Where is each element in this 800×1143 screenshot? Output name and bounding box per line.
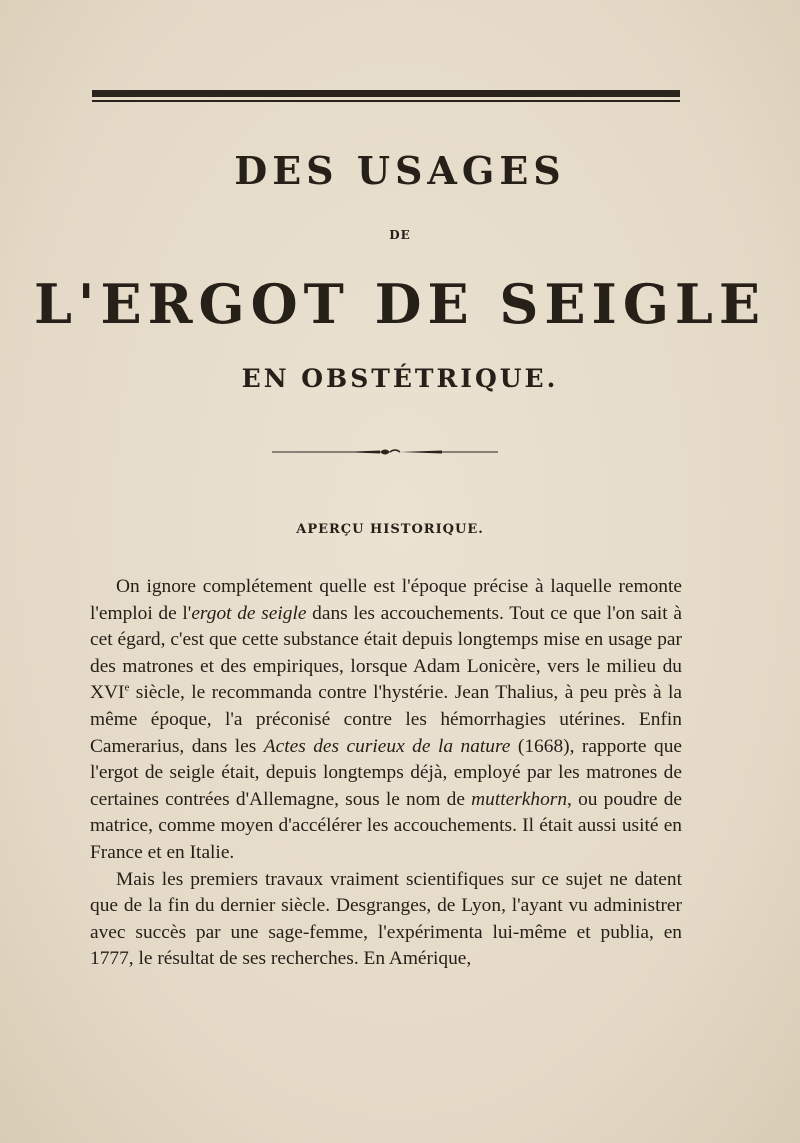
ornament-divider	[272, 446, 498, 458]
body-text	[90, 574, 682, 973]
thin-rule	[92, 100, 680, 102]
italic-ergot-de-seigle: ergot de seigle	[191, 602, 307, 624]
italic-actes-des-curieux: Actes des curieux de la nature	[263, 735, 511, 757]
italic-mutterkhorn: mutterkhorn	[471, 788, 568, 810]
top-double-rule	[92, 90, 680, 102]
paragraph-1-part-4: (1668), rapporte que l'ergot de seigle était, depuis longtemps déjà, employé par les matrones de certaines contrées d'Allemagne, sous le nom de	[90, 735, 682, 810]
paragraph-1-part-3: siècle, le recommanda contre l'hystérie. Jean Thalius, à peu près à la même époque, l'a préconisé contre les hémorrhagies utérines. Enfin Camerarius, dans les	[90, 682, 682, 757]
thick-rule	[92, 90, 680, 97]
paragraph-1	[90, 574, 682, 867]
title-line-3: L'ERGOT DE SEIGLE	[33, 272, 767, 336]
paragraph-1-part-5: , ou poudre de matrice, comme moyen d'accélérer les accouchements. Il était aussi usité en France et en Italie.	[90, 788, 682, 863]
section-heading: APERÇU HISTORIQUE.	[296, 522, 484, 537]
paragraph-1-part-1: On ignore complétement quelle est l'époque précise à laquelle remonte l'emploi de l'	[90, 576, 682, 624]
title-line-4: EN OBSTÉTRIQUE.	[241, 364, 559, 393]
paragraph-2: Mais les premiers travaux vraiment scientifiques sur ce sujet ne datent que de la fin du dernier siècle. Desgranges, de Lyon, l'ayant vu administrer avec succès par une sage-femme, l'expérimenta lui-même et publia, en 1777, le résultat de ses recherches. En Amérique,	[90, 868, 682, 970]
title-line-2: DE	[389, 228, 411, 242]
superscript-e: e	[124, 681, 130, 694]
paragraph-1-part-2: dans les accouchements. Tout ce que l'on sait à cet égard, c'est que cette substance était depuis longtemps mise en usage par des matrones et des empiriques, lorsque Adam Lonicère, vers le milieu du XVI	[90, 602, 682, 704]
title-line-1: DES USAGES	[234, 148, 566, 193]
